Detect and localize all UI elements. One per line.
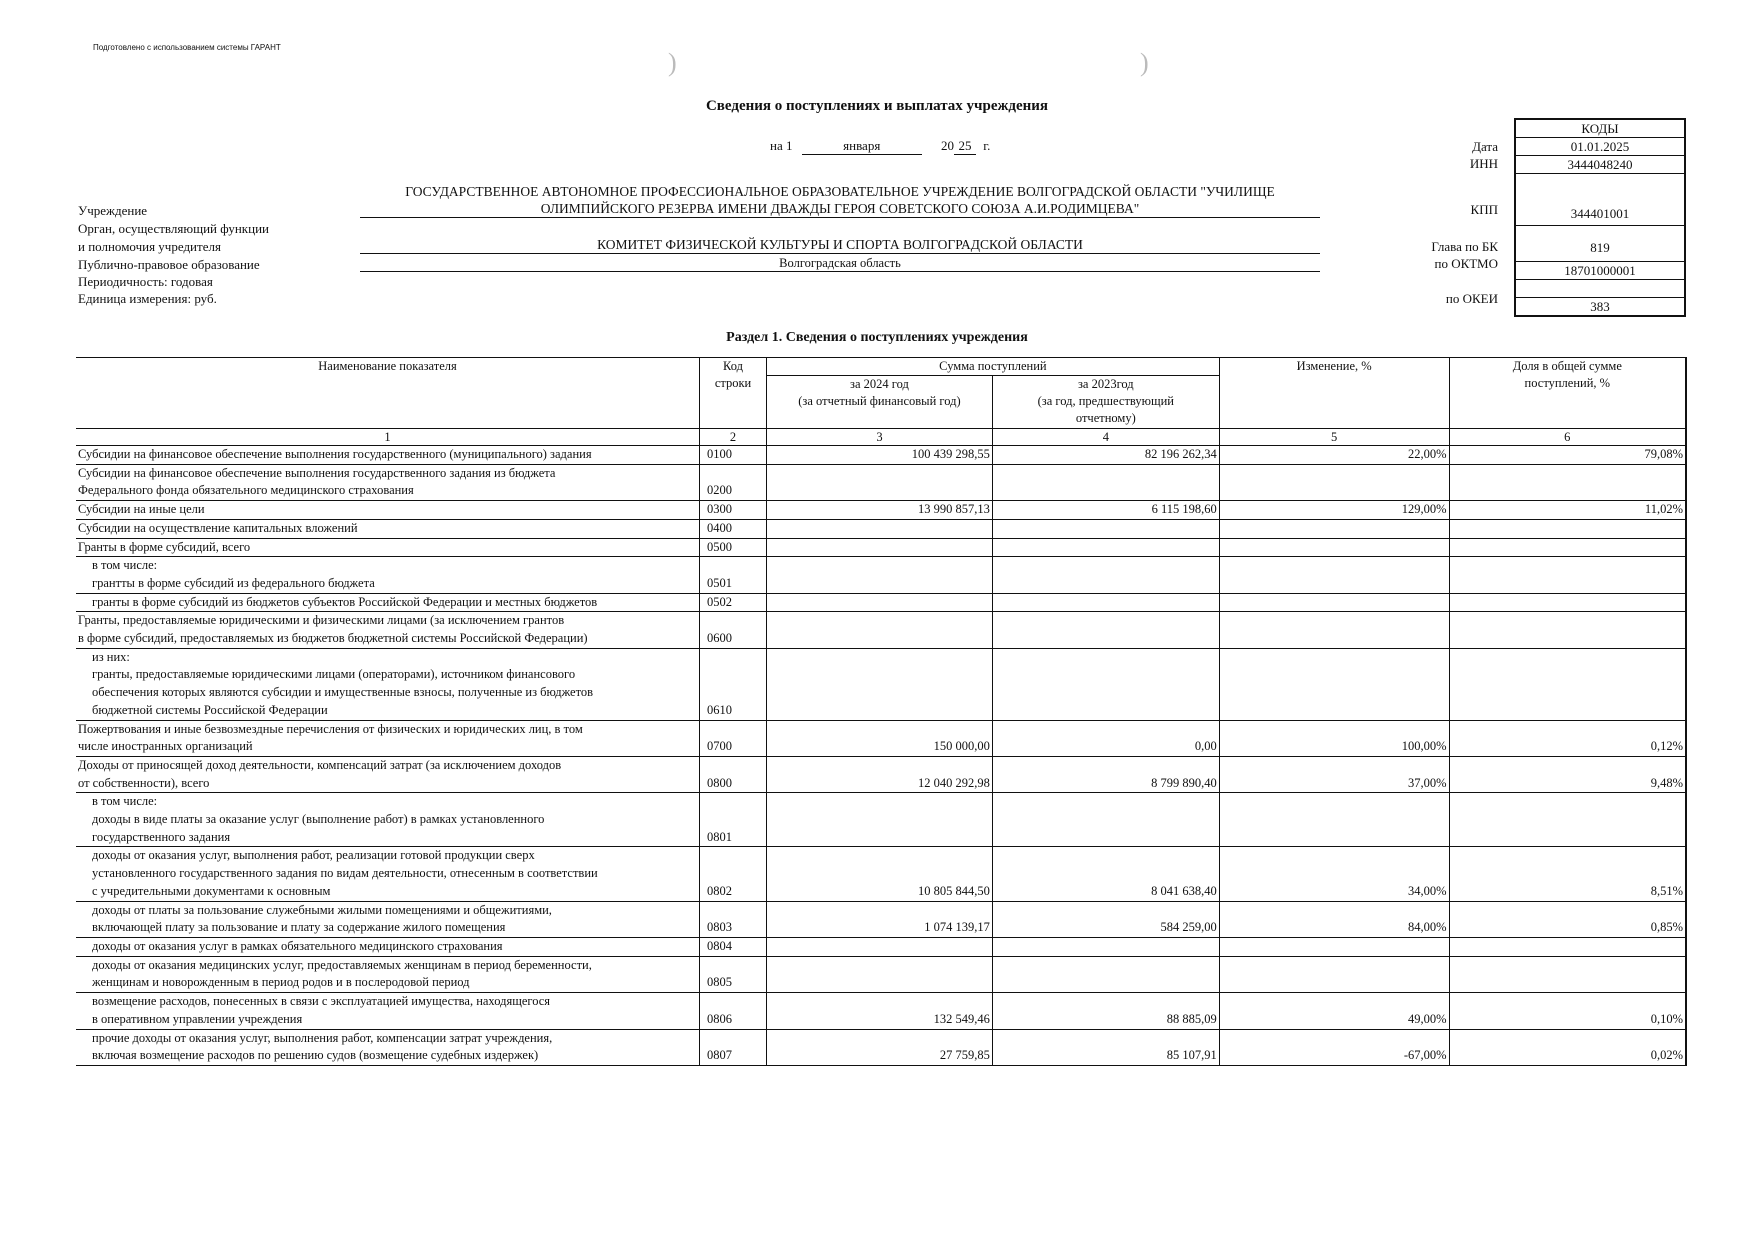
founder-value: КОМИТЕТ ФИЗИЧЕСКОЙ КУЛЬТУРЫ И СПОРТА ВОЛГОГРАДСКОЙ ОБЛАСТИ	[360, 237, 1320, 254]
row-sum-2024	[767, 937, 993, 956]
row-share	[1449, 956, 1686, 992]
date-prefix: на 1	[770, 138, 793, 153]
row-share: 0,10%	[1449, 993, 1686, 1029]
row-sum-2024	[767, 464, 993, 500]
scan-mark-right: )	[1140, 48, 1149, 77]
row-change	[1219, 593, 1449, 612]
codes-inn: 3444048240	[1516, 155, 1684, 173]
table-row	[76, 557, 1686, 593]
date-year: 25	[954, 138, 976, 155]
row-change	[1219, 956, 1449, 992]
row-sum-2023: 6 115 198,60	[992, 501, 1219, 520]
col-num-6: 6	[1449, 429, 1686, 446]
row-change	[1219, 519, 1449, 538]
row-name	[76, 847, 700, 901]
row-change: 49,00%	[1219, 993, 1449, 1029]
institution-line1: ГОСУДАРСТВЕННОЕ АВТОНОМНОЕ ПРОФЕССИОНАЛЬНОЕ ОБРАЗОВАТЕЛЬНОЕ УЧРЕЖДЕНИЕ ВОЛГОГРАДСКОЙ ОБЛАСТИ "УЧИЛИЩЕ	[405, 184, 1275, 199]
row-share	[1449, 593, 1686, 612]
row-change	[1219, 612, 1449, 648]
row-change: 129,00%	[1219, 501, 1449, 520]
date-month: января	[802, 138, 922, 155]
section-title: Раздел 1. Сведения о поступлениях учреждения	[726, 330, 1028, 345]
row-share: 0,02%	[1449, 1029, 1686, 1065]
table-row	[76, 501, 1686, 520]
table-row	[76, 648, 1686, 720]
row-name-line: числе иностранных организаций	[78, 739, 253, 754]
row-name	[76, 720, 700, 756]
row-name-line: с учредительными документами к основным	[92, 883, 331, 898]
row-name-line: в том числе:	[92, 794, 158, 809]
row-name-line: гранты, предоставляемые юридическими лицами (операторами), источником финансового	[92, 667, 576, 682]
row-share: 79,08%	[1449, 446, 1686, 465]
row-change	[1219, 793, 1449, 847]
row-name-line: включающей плату за пользование и плату за содержание жилого помещения	[92, 920, 506, 935]
row-sum-2023: 82 196 262,34	[992, 446, 1219, 465]
row-code: 0805	[700, 956, 767, 992]
table-row	[76, 446, 1686, 465]
row-code: 0400	[700, 519, 767, 538]
row-name-line: гранты в форме субсидий из бюджетов субъектов Российской Федерации и местных бюджетов	[92, 594, 598, 609]
row-share	[1449, 612, 1686, 648]
row-name-line: женщинам и новорожденным в период родов и в послеродовой период	[92, 975, 470, 990]
col-header-year2-1: за 2023год	[1077, 377, 1134, 391]
row-name-line: включая возмещение расходов по решению судов (возмещение судебных издержек)	[92, 1048, 539, 1063]
row-name-line: из них:	[92, 649, 130, 664]
date-year-prefix: 20	[940, 138, 954, 153]
row-name	[76, 557, 700, 593]
row-sum-2023	[992, 464, 1219, 500]
row-code: 0200	[700, 464, 767, 500]
row-sum-2023	[992, 519, 1219, 538]
periodicity: Периодичность: годовая	[78, 274, 213, 289]
table-row	[76, 612, 1686, 648]
row-sum-2024	[767, 648, 993, 720]
row-name-line: Гранты, предоставляемые юридическими и физическими лицами (за исключением грантов	[78, 613, 565, 628]
row-name	[76, 756, 700, 792]
row-code: 0600	[700, 612, 767, 648]
page-title: Сведения о поступлениях и выплатах учреждения	[705, 98, 1049, 114]
col-header-year1-1: за 2024 год	[850, 377, 909, 391]
row-share: 0,12%	[1449, 720, 1686, 756]
row-name-line: Субсидии на финансовое обеспечение выполнения государственного задания из бюджета	[78, 465, 556, 480]
row-name	[76, 937, 700, 956]
row-sum-2023	[992, 793, 1219, 847]
row-name-line: в том числе:	[92, 558, 158, 573]
row-name	[76, 956, 700, 992]
row-share: 0,85%	[1449, 901, 1686, 937]
col-header-change: Изменение, %	[1219, 358, 1449, 429]
col-header-share-2: поступлений, %	[1524, 376, 1611, 390]
row-share	[1449, 519, 1686, 538]
row-name	[76, 612, 700, 648]
row-name-line: бюджетной системы Российской Федерации	[92, 702, 328, 717]
row-code: 0500	[700, 538, 767, 557]
codes-date: 01.01.2025	[1516, 137, 1684, 155]
row-name	[76, 464, 700, 500]
row-name	[76, 793, 700, 847]
table-row	[76, 793, 1686, 847]
row-share	[1449, 464, 1686, 500]
row-code: 0700	[700, 720, 767, 756]
row-sum-2023	[992, 937, 1219, 956]
row-sum-2024: 150 000,00	[767, 720, 993, 756]
row-name-line: Федерального фонда обязательного медицинского страхования	[78, 483, 414, 498]
row-sum-2024: 132 549,46	[767, 993, 993, 1029]
codes-box	[1514, 118, 1686, 317]
row-sum-2023: 8 041 638,40	[992, 847, 1219, 901]
row-sum-2024: 13 990 857,13	[767, 501, 993, 520]
row-sum-2024	[767, 612, 993, 648]
row-sum-2024	[767, 593, 993, 612]
row-name	[76, 538, 700, 557]
date-label: Дата	[1472, 139, 1498, 154]
codes-okei: 383	[1516, 297, 1684, 315]
row-name-line: в оперативном управлении учреждения	[92, 1011, 303, 1026]
codes-heading: КОДЫ	[1581, 121, 1619, 136]
oktmo-label: по ОКТМО	[1434, 256, 1498, 271]
row-code: 0300	[700, 501, 767, 520]
codes-blank	[1516, 279, 1684, 297]
row-sum-2023: 88 885,09	[992, 993, 1219, 1029]
row-change	[1219, 538, 1449, 557]
table-row	[76, 519, 1686, 538]
row-change	[1219, 937, 1449, 956]
row-share	[1449, 793, 1686, 847]
row-sum-2024	[767, 557, 993, 593]
table-row	[76, 593, 1686, 612]
row-name	[76, 901, 700, 937]
row-sum-2024: 100 439 298,55	[767, 446, 993, 465]
row-sum-2024: 27 759,85	[767, 1029, 993, 1065]
row-share	[1449, 937, 1686, 956]
row-sum-2024: 10 805 844,50	[767, 847, 993, 901]
row-sum-2023	[992, 612, 1219, 648]
row-name-line: от собственности), всего	[78, 775, 210, 790]
founder-label-2: и полномочия учредителя	[78, 239, 221, 254]
bk-label: Глава по БК	[1431, 239, 1498, 254]
col-header-code-2: строки	[714, 376, 752, 390]
row-sum-2023	[992, 648, 1219, 720]
founder-label-1: Орган, осуществляющий функции	[78, 221, 269, 236]
col-header-name: Наименование показателя	[76, 358, 700, 429]
col-header-year2-2: (за год, предшествующий	[1037, 394, 1174, 408]
row-name-line: доходы в виде платы за оказание услуг (выполнение работ) в рамках установленного	[92, 812, 545, 827]
row-name-line: Субсидии на финансовое обеспечение выполнения государственного (муниципального) задания	[78, 447, 592, 461]
row-change: 34,00%	[1219, 847, 1449, 901]
row-code: 0800	[700, 756, 767, 792]
row-code: 0803	[700, 901, 767, 937]
row-name	[76, 1029, 700, 1065]
row-share: 8,51%	[1449, 847, 1686, 901]
row-name-line: доходы от платы за пользование служебными жилыми помещениями и общежитиями,	[92, 902, 552, 917]
col-num-5: 5	[1219, 429, 1449, 446]
unit: Единица измерения: руб.	[78, 291, 217, 306]
table-row	[76, 937, 1686, 956]
inn-label: ИНН	[1469, 156, 1498, 171]
row-sum-2024	[767, 956, 993, 992]
receipts-table	[76, 357, 1687, 1066]
col-header-share-1: Доля в общей сумме	[1512, 359, 1622, 373]
row-name	[76, 648, 700, 720]
row-share: 11,02%	[1449, 501, 1686, 520]
row-change: 22,00%	[1219, 446, 1449, 465]
row-sum-2023: 85 107,91	[992, 1029, 1219, 1065]
row-name-line: возмещение расходов, понесенных в связи с эксплуатацией имущества, находящегося	[92, 994, 551, 1009]
table-row	[76, 956, 1686, 992]
col-header-code-1: Код	[723, 359, 744, 373]
col-header-year2	[992, 376, 1219, 429]
table-row	[76, 720, 1686, 756]
table-row	[76, 756, 1686, 792]
row-sum-2023	[992, 538, 1219, 557]
col-num-3: 3	[767, 429, 993, 446]
row-code: 0501	[700, 557, 767, 593]
row-sum-2024: 12 040 292,98	[767, 756, 993, 792]
row-name-line: доходы от оказания услуг, выполнения работ, реализации готовой продукции сверх	[92, 848, 535, 863]
row-name-line: в форме субсидий, предоставляемых из бюджетов бюджетной системы Российской Федерации)	[78, 631, 588, 646]
kpp-label: КПП	[1470, 202, 1498, 217]
row-code: 0610	[700, 648, 767, 720]
row-change: 84,00%	[1219, 901, 1449, 937]
row-change	[1219, 648, 1449, 720]
row-name-line: обеспечения которых являются субсидии и имущественные взносы, полученные из бюджетов	[92, 685, 594, 700]
row-name-line: государственного задания	[92, 829, 231, 844]
date-suffix: г.	[983, 138, 991, 153]
row-name-line: Субсидии на иные цели	[78, 502, 205, 517]
col-header-year1-2: (за отчетный финансовый год)	[798, 394, 961, 408]
row-name	[76, 993, 700, 1029]
row-code: 0807	[700, 1029, 767, 1065]
row-name	[76, 593, 700, 612]
row-sum-2023: 584 259,00	[992, 901, 1219, 937]
municipality-value: Волгоградская область	[360, 256, 1320, 272]
col-header-year1	[767, 376, 993, 429]
garant-note: Подготовлено с использованием системы ГАРАНТ	[93, 43, 281, 52]
row-name-line: Субсидии на осуществление капитальных вложений	[78, 520, 358, 535]
row-code: 0802	[700, 847, 767, 901]
row-change	[1219, 557, 1449, 593]
report-date-line	[770, 138, 990, 155]
row-share: 9,48%	[1449, 756, 1686, 792]
codes-kpp: 344401001	[1516, 173, 1684, 225]
row-sum-2023: 8 799 890,40	[992, 756, 1219, 792]
row-name-line: доходы от оказания медицинских услуг, предоставляемых женщинам в период беременности,	[92, 957, 592, 972]
col-header-year2-3: отчетному)	[1075, 411, 1136, 425]
row-name-line: Пожертвования и иные безвозмездные перечисления от физических и юридических лиц, в том	[78, 721, 583, 736]
row-name-line: доходы от оказания услуг в рамках обязательного медицинского страхования	[92, 938, 503, 953]
row-code: 0502	[700, 593, 767, 612]
row-sum-2023: 0,00	[992, 720, 1219, 756]
institution-line2: ОЛИМПИЙСКОГО РЕЗЕРВА ИМЕНИ ДВАЖДЫ ГЕРОЯ СОВЕТСКОГО СОЮЗА А.И.РОДИМЦЕВА"	[360, 201, 1320, 218]
row-change: -67,00%	[1219, 1029, 1449, 1065]
municipality-label: Публично-правовое образование	[78, 257, 260, 272]
row-sum-2024	[767, 519, 993, 538]
row-code: 0801	[700, 793, 767, 847]
row-share	[1449, 538, 1686, 557]
col-num-2: 2	[700, 429, 767, 446]
row-sum-2024	[767, 793, 993, 847]
row-sum-2023	[992, 557, 1219, 593]
row-code: 0806	[700, 993, 767, 1029]
col-header-sum: Сумма поступлений	[767, 358, 1220, 376]
row-name-line: Доходы от приносящей доход деятельности, компенсаций затрат (за исключением доходов	[78, 757, 562, 772]
row-name-line: грантты в форме субсидий из федерального бюджета	[92, 575, 375, 590]
table-row	[76, 1029, 1686, 1065]
row-change: 100,00%	[1219, 720, 1449, 756]
scan-mark-left: )	[668, 48, 677, 77]
okei-label: по ОКЕИ	[1445, 291, 1498, 306]
row-name-line: Гранты в форме субсидий, всего	[78, 539, 251, 554]
col-num-4: 4	[992, 429, 1219, 446]
table-row	[76, 538, 1686, 557]
row-name	[76, 501, 700, 520]
table-row	[76, 901, 1686, 937]
table-row	[76, 847, 1686, 901]
row-sum-2024: 1 074 139,17	[767, 901, 993, 937]
row-name	[76, 519, 700, 538]
table-row	[76, 464, 1686, 500]
row-name-line: установленного государственного задания по видам деятельности, отнесенным в соответствии	[92, 866, 598, 881]
row-code: 0804	[700, 937, 767, 956]
institution-label: Учреждение	[78, 203, 148, 218]
row-share	[1449, 648, 1686, 720]
codes-bk: 819	[1516, 225, 1684, 261]
row-sum-2024	[767, 538, 993, 557]
row-code: 0100	[700, 446, 767, 465]
col-num-1: 1	[76, 429, 700, 446]
row-change	[1219, 464, 1449, 500]
table-row	[76, 993, 1686, 1029]
row-sum-2023	[992, 593, 1219, 612]
row-change: 37,00%	[1219, 756, 1449, 792]
row-sum-2023	[992, 956, 1219, 992]
col-header-code	[700, 358, 767, 429]
row-name-line: прочие доходы от оказания услуг, выполнения работ, компенсации затрат учреждения,	[92, 1030, 553, 1045]
row-share	[1449, 557, 1686, 593]
codes-oktmo: 18701000001	[1516, 261, 1684, 279]
row-name	[76, 446, 700, 465]
col-header-share	[1449, 358, 1686, 429]
